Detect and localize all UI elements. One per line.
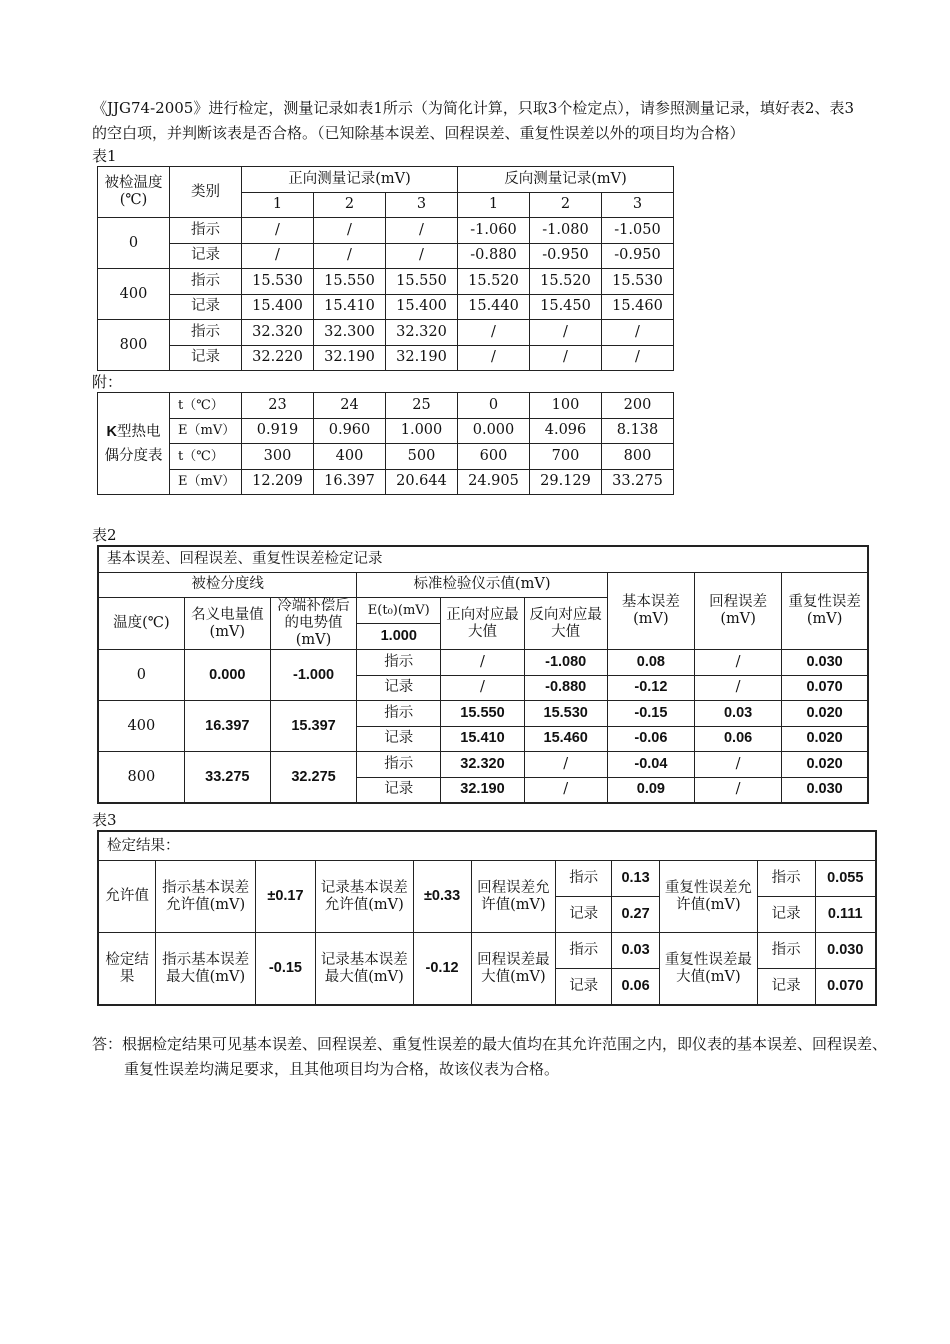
t1-value-cell: 15.460 [602,294,674,320]
t1-value-cell: -1.080 [530,218,602,244]
t2-basic-cell: -0.12 [607,675,694,701]
answer-paragraph: 答：根据检定结果可见基本误差、回程误差、重复性误差的最大值均在其允许范围之内，即仪表的基本误差、回程误差、重复性误差均满足要求，且其他项目均为合格，故该仪表为合格。 [92,1035,888,1078]
t1-value-cell: / [314,243,386,269]
t1-value-cell: / [602,345,674,371]
ref-title [98,393,170,495]
t2-temp-cell: 800 [98,752,184,804]
t2-hyst-cell: / [695,650,782,676]
ref-e-cell: 24.905 [458,469,530,495]
t2-hyst-cell: / [695,675,782,701]
t1-header-forward: 正向测量记录(mV) [242,167,458,193]
ref-t-cell: 23 [242,393,314,419]
t1-header-reverse: 反向测量记录(mV) [458,167,674,193]
t1-index: 1 [242,192,314,218]
ref-t-label: t（℃） [170,444,242,470]
t1-value-cell: / [314,218,386,244]
table2-caption: 表2 [92,526,117,544]
t2-header-curve: 被检分度线 [98,572,357,598]
t1-value-cell: -0.950 [530,243,602,269]
t3-ind-max-value: -0.15 [256,933,316,1006]
ref-e-cell: 33.275 [602,469,674,495]
t1-value-cell: / [530,345,602,371]
t2-revmax-cell: 15.460 [524,726,607,752]
t2-nominal-cell: 16.397 [184,701,270,752]
t3-ind-allow-value: ±0.17 [256,861,316,933]
t1-index: 1 [458,192,530,218]
t1-value-cell: -0.880 [458,243,530,269]
ref-t-cell: 600 [458,444,530,470]
table3-result [97,830,877,1006]
t3-ind-label: 指示 [556,933,612,969]
t2-basic-cell: -0.04 [607,752,694,778]
ref-t-cell: 300 [242,444,314,470]
t1-value-cell: / [602,320,674,346]
t3-rec-label: 记录 [757,897,815,933]
t1-type-cell: 记录 [170,294,242,320]
t2-header-revmax: 反向对应最大值 [524,598,607,650]
t1-value-cell: 15.550 [386,269,458,295]
t3-rep-allow-label: 重复性误差允许值(mV) [660,861,758,933]
t1-value-cell: / [458,320,530,346]
t2-row [98,650,868,676]
t1-value-cell: / [386,243,458,269]
t3-ind-label: 指示 [757,933,815,969]
t2-rep-cell: 0.030 [782,650,868,676]
t1-temp-cell: 800 [98,320,170,371]
ref-t-cell: 0 [458,393,530,419]
ref-e-cell: 4.096 [530,418,602,444]
t2-hyst-cell: / [695,752,782,778]
t2-type-cell: 指示 [357,752,441,778]
t2-comp-cell: -1.000 [270,650,356,701]
ref-e-cell: 0.960 [314,418,386,444]
t1-row [98,345,674,371]
t1-value-cell: / [458,345,530,371]
ref-e-cell: 29.129 [530,469,602,495]
ref-e-cell: 0.919 [242,418,314,444]
ref-t-cell: 700 [530,444,602,470]
t2-hyst-cell: 0.06 [695,726,782,752]
intro-paragraph: 《JJG74-2005》进行检定，测量记录如表1所示（为简化计算，只取3个检定点），请参照测量记录，填好表2、表3的空白项，并判断该表是否合格。（已知除基本误差、回程误差、重复性误差以外的项目均为合格） [92,99,855,142]
t1-value-cell: 32.300 [314,320,386,346]
t3-rep-allow-ind: 0.055 [815,861,876,897]
t1-index: 3 [602,192,674,218]
ref-e-cell: 0.000 [458,418,530,444]
t2-rep-cell: 0.030 [782,777,868,803]
t1-row [98,269,674,295]
t3-ind-label: 指示 [556,861,612,897]
ref-e-cell: 20.644 [386,469,458,495]
t2-header-temp: 温度(℃) [98,598,184,650]
ref-t-label: t（℃） [170,393,242,419]
t1-row [98,294,674,320]
table2-error-record [97,545,869,804]
t2-fwdmax-cell: 15.410 [441,726,524,752]
t1-value-cell: / [386,218,458,244]
t1-value-cell: -0.950 [602,243,674,269]
t1-value-cell: 32.320 [242,320,314,346]
t3-ind-allow-label: 指示基本误差允许值(mV) [156,861,256,933]
t3-ind-label: 指示 [757,861,815,897]
t2-row [98,752,868,778]
t1-header-temp: 被检温度(℃) [98,167,170,218]
t1-value-cell: 32.220 [242,345,314,371]
ref-title-k: K [106,423,117,440]
t1-value-cell: 15.440 [458,294,530,320]
t3-ind-max-label: 指示基本误差最大值(mV) [156,933,256,1006]
t3-rec-label: 记录 [757,969,815,1006]
t2-temp-cell: 400 [98,701,184,752]
t1-row [98,320,674,346]
t3-rec-allow-label: 记录基本误差允许值(mV) [315,861,413,933]
t2-hyst-cell: / [695,777,782,803]
t2-fwdmax-cell: 32.190 [441,777,524,803]
t2-fwdmax-cell: 32.320 [441,752,524,778]
t1-value-cell: 32.190 [386,345,458,371]
t1-row [98,218,674,244]
t1-type-cell: 记录 [170,345,242,371]
k-thermocouple-table [97,392,674,495]
t2-row [98,701,868,727]
t1-row [98,243,674,269]
t2-fwdmax-cell: 15.550 [441,701,524,727]
t1-temp-cell: 0 [98,218,170,269]
ref-t-cell: 24 [314,393,386,419]
t1-index: 2 [530,192,602,218]
ref-e-label: E（mV） [170,469,242,495]
document-page [92,96,888,1082]
t3-hyst-allow-rec: 0.27 [612,897,660,933]
t2-type-cell: 记录 [357,777,441,803]
t3-hyst-max-ind: 0.03 [612,933,660,969]
t2-nominal-cell: 33.275 [184,752,270,804]
table1-measurement-record [97,166,674,371]
t3-rec-label: 记录 [556,969,612,1006]
t3-hyst-max-label: 回程误差最大值(mV) [471,933,556,1006]
t2-header-basic: 基本误差(mV) [607,572,694,650]
t1-value-cell: 15.450 [530,294,602,320]
ref-e-cell: 12.209 [242,469,314,495]
t1-value-cell: / [242,243,314,269]
t2-comp-cell: 15.397 [270,701,356,752]
t1-index: 3 [386,192,458,218]
t2-type-cell: 指示 [357,650,441,676]
t2-basic-cell: 0.09 [607,777,694,803]
ref-t-cell: 500 [386,444,458,470]
table3-caption: 表3 [92,811,117,829]
t2-revmax-cell: 15.530 [524,701,607,727]
t1-value-cell: 15.550 [314,269,386,295]
t1-value-cell: / [242,218,314,244]
t2-revmax-cell: / [524,777,607,803]
t2-basic-cell: -0.06 [607,726,694,752]
ref-t-cell: 800 [602,444,674,470]
t1-value-cell: 15.520 [458,269,530,295]
t2-hyst-cell: 0.03 [695,701,782,727]
t2-header-std: 标准检验仪示值(mV) [357,572,608,598]
t1-value-cell: 15.530 [602,269,674,295]
ref-t-cell: 25 [386,393,458,419]
t2-fwdmax-cell: / [441,650,524,676]
t3-rep-allow-rec: 0.111 [815,897,876,933]
t3-allow-label: 允许值 [98,861,156,933]
t2-type-cell: 记录 [357,675,441,701]
t1-value-cell: 32.190 [314,345,386,371]
t3-rec-max-value: -0.12 [413,933,471,1006]
t3-title: 检定结果： [98,831,876,861]
t2-type-cell: 记录 [357,726,441,752]
t1-value-cell: 15.400 [386,294,458,320]
t2-header-fwdmax: 正向对应最大值 [441,598,524,650]
t1-type-cell: 指示 [170,269,242,295]
t1-temp-cell: 400 [98,269,170,320]
t1-index: 2 [314,192,386,218]
t3-result-label: 检定结果 [98,933,156,1006]
t3-hyst-allow-label: 回程误差允许值(mV) [471,861,556,933]
t3-rep-max-rec: 0.070 [815,969,876,1006]
t1-value-cell: 32.320 [386,320,458,346]
t1-type-cell: 指示 [170,320,242,346]
t1-value-cell: -1.050 [602,218,674,244]
t2-type-cell: 指示 [357,701,441,727]
t2-rep-cell: 0.020 [782,726,868,752]
t2-header-rep: 重复性误差(mV) [782,572,868,650]
t2-nominal-cell: 0.000 [184,650,270,701]
t2-header-hyst: 回程误差(mV) [695,572,782,650]
t1-value-cell: / [530,320,602,346]
ref-e-label: E（mV） [170,418,242,444]
t1-value-cell: -1.060 [458,218,530,244]
t1-value-cell: 15.520 [530,269,602,295]
t2-header-comp: 冷端补偿后的电势值(mV) [270,598,356,650]
t2-revmax-cell: / [524,752,607,778]
t1-value-cell: 15.400 [242,294,314,320]
t2-revmax-cell: -0.880 [524,675,607,701]
t1-value-cell: 15.410 [314,294,386,320]
t1-type-cell: 指示 [170,218,242,244]
ref-t-cell: 400 [314,444,386,470]
ref-e-cell: 1.000 [386,418,458,444]
t2-rep-cell: 0.020 [782,752,868,778]
t2-header-eto: E(t₀)(mV) [357,598,441,624]
t3-rec-label: 记录 [556,897,612,933]
t2-rep-cell: 0.020 [782,701,868,727]
t3-rec-max-label: 记录基本误差最大值(mV) [315,933,413,1006]
t3-rep-max-label: 重复性误差最大值(mV) [660,933,758,1006]
t2-title: 基本误差、回程误差、重复性误差检定记录 [98,546,868,572]
ref-t-cell: 100 [530,393,602,419]
t2-eto-value: 1.000 [357,624,441,650]
t2-basic-cell: -0.15 [607,701,694,727]
t3-rec-allow-value: ±0.33 [413,861,471,933]
t3-rep-max-ind: 0.030 [815,933,876,969]
t2-comp-cell: 32.275 [270,752,356,804]
ref-e-cell: 8.138 [602,418,674,444]
ref-caption: 附： [92,373,123,391]
ref-t-cell: 200 [602,393,674,419]
ref-e-cell: 16.397 [314,469,386,495]
ref-title-rest: 型热电偶分度表 [104,423,163,464]
t1-header-type: 类别 [170,167,242,218]
t3-hyst-allow-ind: 0.13 [612,861,660,897]
t2-revmax-cell: -1.080 [524,650,607,676]
t1-value-cell: 15.530 [242,269,314,295]
t2-basic-cell: 0.08 [607,650,694,676]
t2-fwdmax-cell: / [441,675,524,701]
t2-rep-cell: 0.070 [782,675,868,701]
t1-type-cell: 记录 [170,243,242,269]
table1-caption: 表1 [92,147,117,165]
t2-header-nominal: 名义电量值(mV) [184,598,270,650]
t2-temp-cell: 0 [98,650,184,701]
t3-hyst-max-rec: 0.06 [612,969,660,1006]
